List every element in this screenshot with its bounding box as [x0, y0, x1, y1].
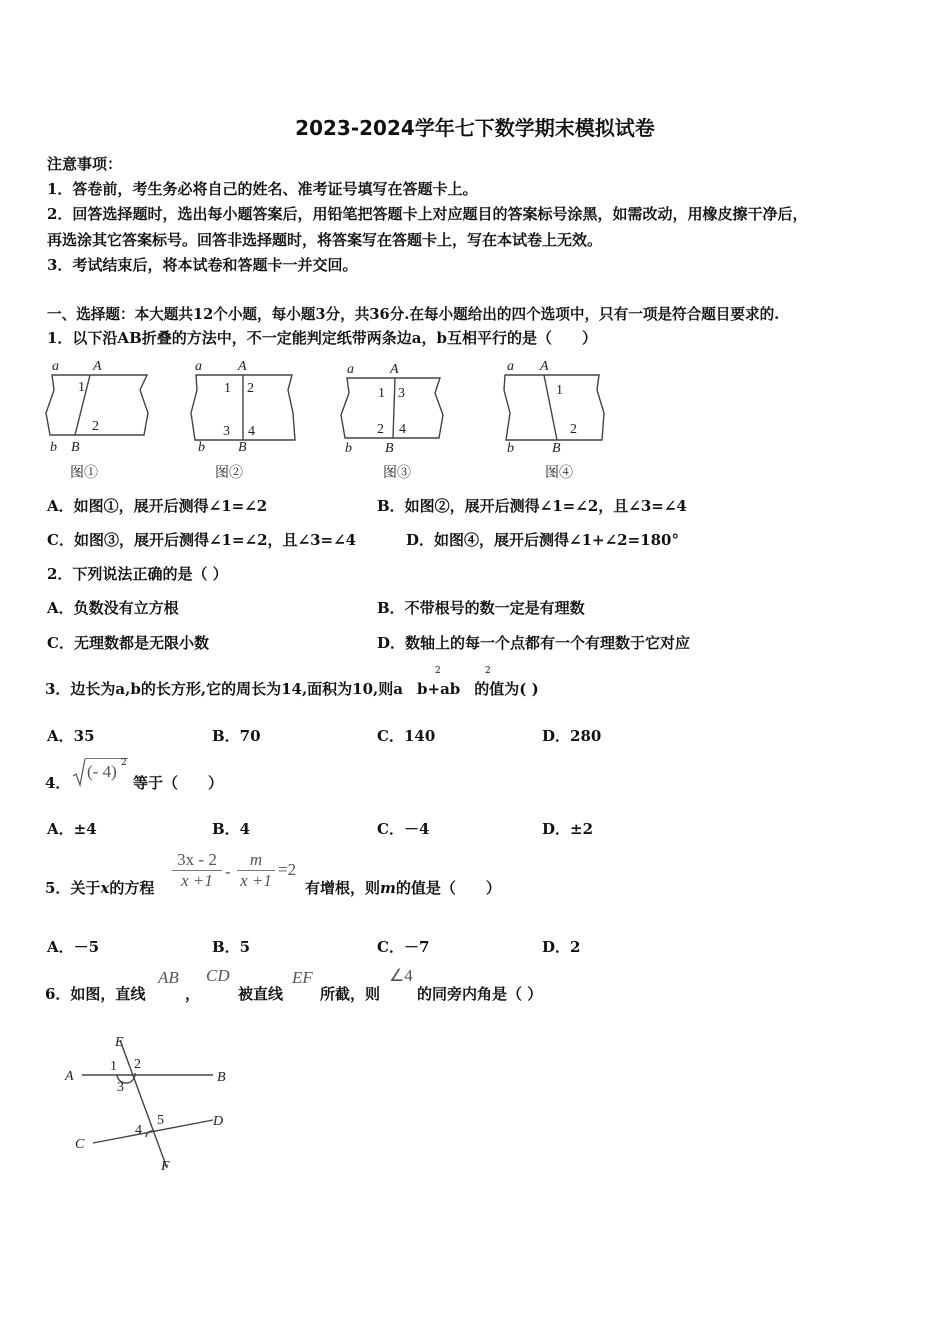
- equals-two: =2: [278, 860, 297, 879]
- q4-option-a[interactable]: A．±4: [47, 820, 97, 838]
- denominator: x +1: [240, 871, 272, 890]
- section-heading: 一、选择题：本大题共12个小题，每小题3分，共36分.在每小题给出的四个选项中，只有一项是符合题目要求的.: [47, 306, 780, 323]
- figure-label: a: [195, 359, 202, 374]
- q2-option-c[interactable]: C．无理数都是无限小数: [47, 634, 209, 652]
- figure-label: 3: [223, 424, 230, 439]
- figure-4: [504, 359, 604, 481]
- q3-stem: [45, 678, 539, 699]
- figure-label: 1: [78, 380, 85, 395]
- line-cd: CD: [206, 966, 230, 985]
- figure-label: 4: [135, 1123, 142, 1138]
- q4-number: 4．: [45, 774, 71, 792]
- figure-label: F: [161, 1159, 170, 1174]
- figure-label: B: [217, 1070, 226, 1085]
- figure-label: 1: [556, 383, 563, 398]
- q2-option-b[interactable]: B．不带根号的数一定是有理数: [377, 599, 585, 617]
- figure-label: B: [552, 441, 561, 456]
- q5-option-a[interactable]: A．－5: [47, 938, 100, 956]
- q5-option-d[interactable]: D．2: [542, 938, 581, 956]
- line-ef: EF: [292, 968, 313, 987]
- q3-option-a[interactable]: A．35: [47, 727, 95, 745]
- figure-label: b: [198, 440, 205, 455]
- q6-stem-d: 的同旁内角是（ ）: [417, 985, 543, 1003]
- figure-label: 2: [377, 422, 384, 437]
- figure-label: B: [71, 440, 80, 455]
- figure-label: A: [390, 362, 399, 377]
- figure-caption: 图③: [383, 466, 411, 481]
- q3-stem-part: 3．边长为a,b的长方形,它的周长为14,面积为10,则a: [45, 680, 404, 698]
- figure-label: A: [65, 1069, 74, 1084]
- q4-option-c[interactable]: C．－4: [377, 820, 430, 838]
- q4-option-b[interactable]: B．4: [212, 820, 251, 838]
- q3-option-b[interactable]: B．70: [212, 727, 261, 745]
- q2-option-d[interactable]: D．数轴上的每一个点都有一个有理数于它对应: [377, 634, 691, 652]
- figure-label: 3: [117, 1080, 124, 1095]
- angle-4: ∠4: [389, 966, 413, 985]
- figure-label: b: [345, 441, 352, 456]
- figure-1: [46, 359, 148, 481]
- figure-caption: 图④: [545, 466, 573, 481]
- q2-option-a[interactable]: A．负数没有立方根: [47, 599, 179, 617]
- q5-stem-part: 有增根，则: [305, 879, 381, 897]
- q5-stem-part: 5．关于: [45, 879, 101, 897]
- figure-caption: 图②: [215, 466, 243, 481]
- figure-label: A: [93, 359, 102, 374]
- exponent: 2: [485, 666, 491, 676]
- figure-label: 4: [248, 424, 255, 439]
- q4-stem: 等于（ ）: [133, 774, 224, 792]
- line-ab: AB: [158, 968, 179, 987]
- exponent: 2: [435, 666, 441, 676]
- figure-label: a: [507, 359, 514, 374]
- notice-item: 2．回答选择题时，选出每小题答案后，用铅笔把答题卡上对应题目的答案标号涂黑，如需改动，用橡皮擦干净后，: [47, 205, 808, 223]
- var-m: m: [380, 879, 396, 897]
- q5-stem: [45, 877, 154, 898]
- q6-figure: [55, 1028, 245, 1178]
- notice-item: 1．答卷前，考生务必将自己的姓名、准考证号填写在答题卡上。: [47, 180, 478, 198]
- q6-stem-a: 6．如图，直线: [45, 985, 146, 1003]
- numerator: 3x - 2: [172, 850, 222, 871]
- notice-item: 3．考试结束后，将本试卷和答题卡一并交回。: [47, 256, 358, 274]
- figure-label: a: [347, 362, 354, 377]
- fraction-1: [172, 850, 222, 891]
- q5-option-b[interactable]: B．5: [212, 938, 251, 956]
- q1-stem: 1．以下沿AB折叠的方法中，不一定能判定纸带两条边a，b互相平行的是（ ）: [47, 329, 597, 347]
- q1-option-c[interactable]: C．如图③，展开后测得∠1=∠2，且∠3=∠4: [47, 531, 357, 549]
- figure-label: 2: [92, 419, 99, 434]
- q1-option-a[interactable]: A．如图①，展开后测得∠1=∠2: [47, 497, 268, 515]
- figure-label: 1: [224, 381, 231, 396]
- exponent: 2: [121, 758, 127, 768]
- figure-3: [341, 362, 443, 481]
- figure-caption: 图①: [70, 466, 98, 481]
- q3-stem-part: b+ab: [417, 680, 461, 698]
- figure-label: 4: [399, 422, 406, 437]
- figure-label: 2: [570, 422, 577, 437]
- figure-label: 5: [157, 1113, 164, 1128]
- figure-label: 2: [134, 1057, 141, 1072]
- q5-stem-tail: [305, 877, 501, 898]
- q3-option-d[interactable]: D．280: [542, 727, 602, 745]
- q5-stem-part: 的值是（ ）: [395, 879, 501, 897]
- figure-label: C: [75, 1137, 85, 1152]
- var-x: x: [100, 879, 110, 897]
- figure-label: B: [238, 440, 247, 455]
- q5-option-c[interactable]: C．－7: [377, 938, 430, 956]
- q6-stem-c: 所截，则: [320, 985, 381, 1003]
- sqrt-icon: [72, 758, 86, 788]
- minus-sign: -: [225, 862, 231, 881]
- figure-label: 1: [378, 386, 385, 401]
- figure-label: A: [238, 359, 247, 374]
- figure-label: B: [385, 441, 394, 456]
- figure-label: a: [52, 359, 59, 374]
- q6-stem-b: 被直线: [238, 985, 284, 1003]
- figure-label: 1: [110, 1059, 117, 1074]
- figure-label: b: [507, 441, 514, 456]
- figure-label: D: [213, 1114, 224, 1129]
- figure-2: [191, 359, 295, 481]
- numerator: m: [237, 850, 275, 871]
- notice-item: 再选涂其它答案标号。回答非选择题时，将答案写在答题卡上，写在本试卷上无效。: [47, 231, 603, 249]
- figure-label: A: [540, 359, 549, 374]
- notice-heading: 注意事项：: [47, 155, 123, 173]
- q4-option-d[interactable]: D．±2: [542, 820, 594, 838]
- q1-option-b[interactable]: B．如图②，展开后测得∠1=∠2，且∠3=∠4: [377, 497, 687, 515]
- q2-stem: 2．下列说法正确的是（ ）: [47, 565, 228, 583]
- q4-radicand: (- 4): [87, 762, 117, 781]
- figure-label: 2: [247, 381, 254, 396]
- fraction-2: [237, 850, 275, 891]
- figure-label: E: [115, 1035, 124, 1050]
- q1-option-d[interactable]: D．如图④，展开后测得∠1+∠2=180°: [406, 531, 679, 549]
- denominator: x +1: [181, 871, 213, 890]
- q1-figures: [40, 355, 640, 485]
- q3-option-c[interactable]: C．140: [377, 727, 436, 745]
- q3-stem-part: 的值为( ): [474, 680, 539, 698]
- figure-label: b: [50, 440, 57, 455]
- comma: ，: [185, 985, 201, 1003]
- figure-label: 3: [398, 386, 405, 401]
- q5-stem-part: 的方程: [109, 879, 155, 897]
- page-title: 2023-2024学年七下数学期末模拟试卷: [295, 116, 655, 140]
